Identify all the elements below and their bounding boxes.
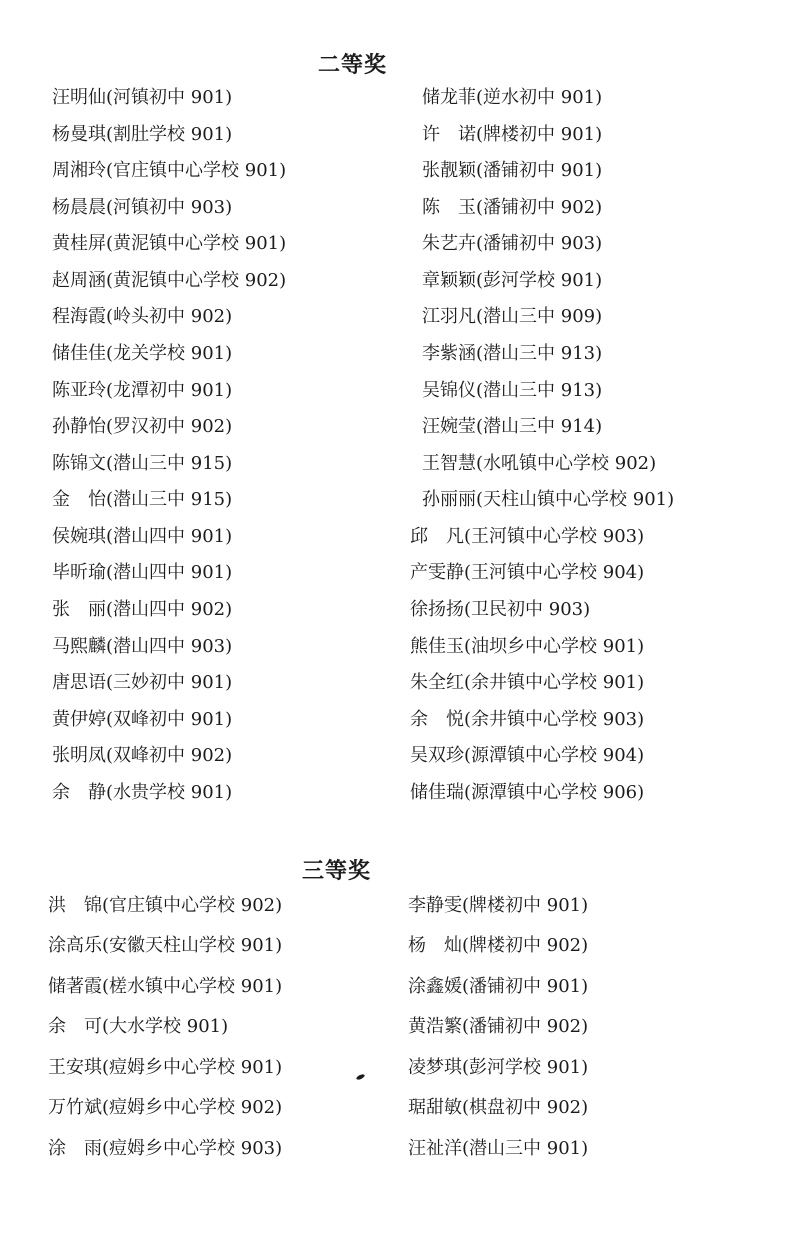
list-item: 李静雯(牌楼初中 901): [408, 895, 589, 916]
list-item: 储龙菲(逆水初中 901): [422, 87, 603, 108]
list-item: 黄桂屏(黄泥镇中心学校 901): [52, 233, 287, 254]
list-item: 涂 雨(痘姆乡中心学校 903): [48, 1138, 283, 1159]
list-item: 王智慧(水吼镇中心学校 902): [422, 453, 657, 474]
list-item: 黄浩繁(潘铺初中 902): [408, 1016, 589, 1037]
list-item: 储著霞(槎水镇中心学校 901): [48, 976, 283, 997]
list-item: 汪明仙(河镇初中 901): [52, 87, 233, 108]
list-item: 储佳瑞(源潭镇中心学校 906): [410, 782, 645, 803]
list-item: 吴双珍(源潭镇中心学校 904): [410, 745, 645, 766]
list-item: 朱全红(余井镇中心学校 901): [410, 672, 645, 693]
list-item: 马熙麟(潜山四中 903): [52, 636, 233, 657]
list-item: 陈亚玲(龙潭初中 901): [52, 380, 233, 401]
list-item: 李紫涵(潜山三中 913): [422, 343, 603, 364]
list-item: 徐扬扬(卫民初中 903): [410, 599, 591, 620]
list-item: 洪 锦(官庄镇中心学校 902): [48, 895, 283, 916]
list-item: 陈 玉(潘铺初中 902): [422, 197, 603, 218]
list-item: 产雯静(王河镇中心学校 904): [410, 562, 645, 583]
list-item: 杨 灿(牌楼初中 902): [408, 935, 589, 956]
list-item: 熊佳玉(油坝乡中心学校 901): [410, 636, 645, 657]
ink-speck: [356, 1073, 366, 1080]
list-item: 陈锦文(潜山三中 915): [52, 453, 233, 474]
list-item: 张明凤(双峰初中 902): [52, 745, 233, 766]
list-item: 储佳佳(龙关学校 901): [52, 343, 233, 364]
list-item: 余 静(水贵学校 901): [52, 782, 233, 803]
list-item: 孙静怡(罗汉初中 902): [52, 416, 233, 437]
list-item: 章颖颖(彭河学校 901): [422, 270, 603, 291]
list-item: 唐思语(三妙初中 901): [52, 672, 233, 693]
list-item: 王安琪(痘姆乡中心学校 901): [48, 1057, 283, 1078]
list-item: 毕昕瑜(潜山四中 901): [52, 562, 233, 583]
list-item: 周湘玲(官庄镇中心学校 901): [52, 160, 287, 181]
list-item: 汪婉莹(潜山三中 914): [422, 416, 603, 437]
list-item: 赵周涵(黄泥镇中心学校 902): [52, 270, 287, 291]
list-item: 杨曼琪(割肚学校 901): [52, 124, 233, 145]
list-item: 孙丽丽(天柱山镇中心学校 901): [422, 489, 675, 510]
list-item: 黄伊婷(双峰初中 901): [52, 709, 233, 730]
list-item: 涂鑫媛(潘铺初中 901): [408, 976, 589, 997]
list-item: 邱 凡(王河镇中心学校 903): [410, 526, 645, 547]
list-item: 朱艺卉(潘铺初中 903): [422, 233, 603, 254]
section-title-second-prize: 二等奖: [318, 52, 388, 78]
list-item: 万竹斌(痘姆乡中心学校 902): [48, 1097, 283, 1118]
list-item: 余 可(大水学校 901): [48, 1016, 229, 1037]
list-item: 余 悦(余井镇中心学校 903): [410, 709, 645, 730]
list-item: 张 丽(潜山四中 902): [52, 599, 233, 620]
list-item: 杨晨晨(河镇初中 903): [52, 197, 233, 218]
list-item: 琚甜敏(棋盘初中 902): [408, 1097, 589, 1118]
list-item: 张靓颖(潘铺初中 901): [422, 160, 603, 181]
list-item: 侯婉琪(潜山四中 901): [52, 526, 233, 547]
list-item: 江羽凡(潜山三中 909): [422, 306, 603, 327]
list-item: 吴锦仪(潜山三中 913): [422, 380, 603, 401]
list-item: 许 诺(牌楼初中 901): [422, 124, 603, 145]
list-item: 金 怡(潜山三中 915): [52, 489, 233, 510]
list-item: 凌梦琪(彭河学校 901): [408, 1057, 589, 1078]
section-title-third-prize: 三等奖: [302, 858, 372, 884]
list-item: 汪祉洋(潜山三中 901): [408, 1138, 589, 1159]
list-item: 程海霞(岭头初中 902): [52, 306, 233, 327]
list-item: 涂高乐(安徽天柱山学校 901): [48, 935, 283, 956]
